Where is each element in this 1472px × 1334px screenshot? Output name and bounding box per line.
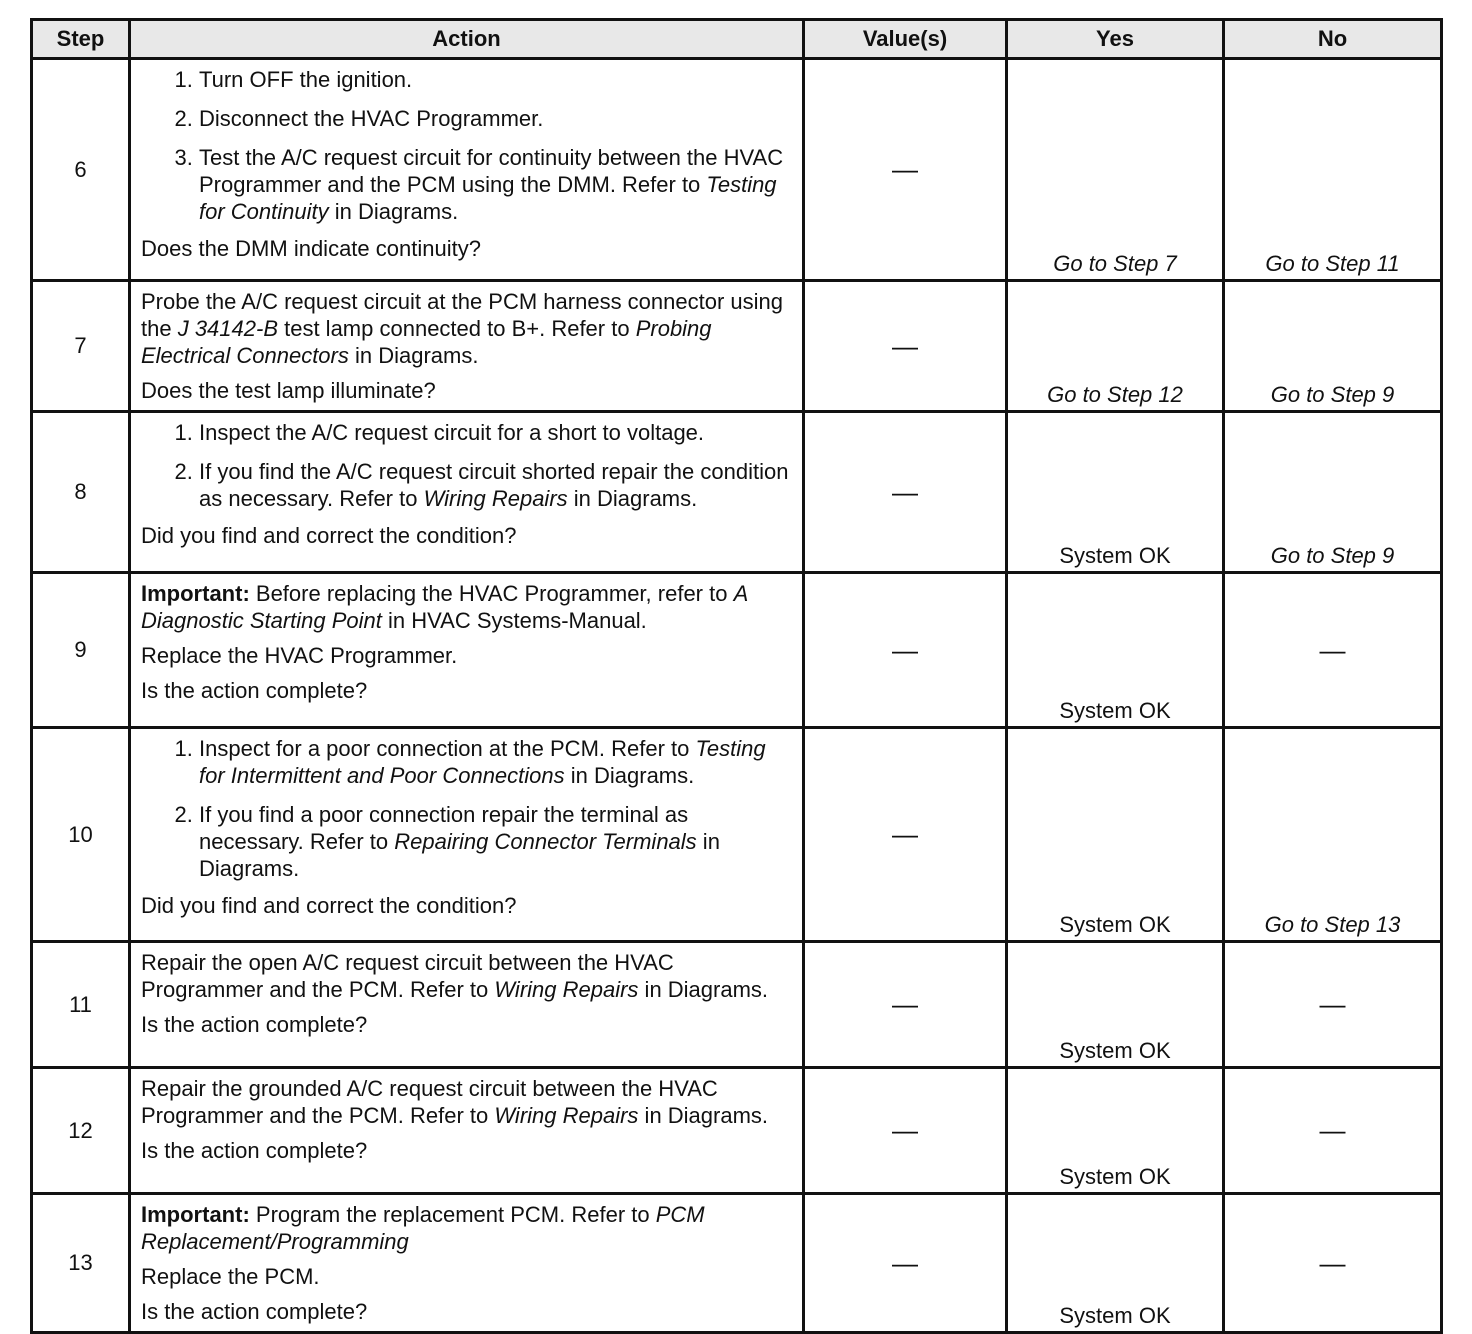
yes-result: System OK (1007, 942, 1224, 1068)
yes-result: System OK (1007, 1068, 1224, 1194)
header-row (32, 20, 1442, 59)
yes-result: System OK (1007, 728, 1224, 942)
important-note (141, 1201, 790, 1255)
no-result: — (1224, 942, 1442, 1068)
action-question: Does the DMM indicate continuity? (141, 236, 481, 261)
value-cell: — (804, 281, 1007, 412)
action-paragraph (141, 1075, 790, 1129)
action-question: Does the test lamp illuminate? (141, 378, 436, 403)
value-cell: — (804, 942, 1007, 1068)
text-segment: Inspect the A/C request circuit for a short to voltage. (199, 420, 705, 445)
step-number: 11 (32, 942, 130, 1068)
reference-link-text: PCM Replacement/Programming (141, 1202, 705, 1254)
text-segment: in Diagrams. (564, 763, 695, 788)
action-cell (130, 728, 804, 942)
action-cell (130, 942, 804, 1068)
reference-link-text: Testing for Intermittent and Poor Connections (199, 736, 766, 788)
action-step (199, 801, 790, 882)
action-question: Is the action complete? (141, 1299, 368, 1324)
no-result: Go to Step 11 (1224, 59, 1442, 281)
reference-link-text: Probing Electrical Connectors (141, 316, 712, 368)
text-segment: If you find a poor connection repair the terminal as necessary. Refer to (199, 802, 689, 854)
yes-result: Go to Step 12 (1007, 281, 1224, 412)
step-number: 6 (32, 59, 130, 281)
table-row (32, 573, 1442, 728)
action-step (199, 105, 790, 132)
reference-link-text: A Diagnostic Starting Point (141, 581, 748, 633)
yes-result: Go to Step 7 (1007, 59, 1224, 281)
no-result: — (1224, 573, 1442, 728)
value-cell: — (804, 412, 1007, 573)
action-step (199, 735, 790, 789)
action-question: Is the action complete? (141, 1012, 368, 1037)
table-row (32, 59, 1442, 281)
action-cell (130, 412, 804, 573)
action-paragraph (141, 288, 790, 369)
text-segment: Replace the HVAC Programmer. (141, 643, 458, 668)
text-segment: Program the replacement PCM. Refer to (255, 1202, 656, 1227)
text-segment: Inspect for a poor connection at the PCM. Refer to (199, 736, 696, 761)
no-result: — (1224, 1068, 1442, 1194)
text-segment: Probe the A/C request circuit at the PCM harness connector using the (141, 289, 783, 341)
yes-result: System OK (1007, 573, 1224, 728)
table-row (32, 728, 1442, 942)
diagnostic-table (30, 18, 1443, 1334)
text-segment: Replace the PCM. (141, 1264, 320, 1289)
action-step (199, 66, 790, 93)
text-segment: in HVAC Systems-Manual. (381, 608, 647, 633)
action-steps-list (141, 735, 790, 882)
action-steps-list (141, 419, 790, 512)
important-label: Important: (141, 581, 250, 606)
action-cell (130, 59, 804, 281)
text-segment: in Diagrams. (328, 199, 459, 224)
text-segment: Before replacing the HVAC Programmer, refer to (255, 581, 734, 606)
header-step: Step (32, 20, 130, 59)
header-values: Value(s) (804, 20, 1007, 59)
yes-result: System OK (1007, 412, 1224, 573)
text-segment: test lamp connected to B+. Refer to (278, 316, 636, 341)
text-segment: in Diagrams. (638, 977, 769, 1002)
action-cell (130, 1194, 804, 1333)
action-paragraph (141, 949, 790, 1003)
no-result: Go to Step 9 (1224, 412, 1442, 573)
step-number: 7 (32, 281, 130, 412)
no-result: Go to Step 9 (1224, 281, 1442, 412)
action-cell (130, 1068, 804, 1194)
value-cell: — (804, 59, 1007, 281)
action-question: Is the action complete? (141, 1138, 368, 1163)
no-result: — (1224, 1194, 1442, 1333)
action-paragraph (141, 1263, 790, 1290)
step-number: 10 (32, 728, 130, 942)
value-cell: — (804, 1194, 1007, 1333)
header-no: No (1224, 20, 1442, 59)
action-steps-list (141, 66, 790, 225)
action-question: Did you find and correct the condition? (141, 893, 517, 918)
reference-link-text: Wiring Repairs (494, 977, 639, 1002)
step-number: 13 (32, 1194, 130, 1333)
text-segment: in Diagrams. (567, 486, 698, 511)
reference-link-text: Wiring Repairs (423, 486, 568, 511)
text-segment: Disconnect the HVAC Programmer. (199, 106, 544, 131)
action-cell (130, 281, 804, 412)
reference-link-text: Repairing Connector Terminals (394, 829, 697, 854)
action-step (199, 458, 790, 512)
yes-result: System OK (1007, 1194, 1224, 1333)
reference-link-text: J 34142-B (177, 316, 278, 341)
value-cell: — (804, 728, 1007, 942)
table-row (32, 412, 1442, 573)
text-segment: If you find the A/C request circuit shorted repair the condition as necessary. Refer to (199, 459, 789, 511)
action-step (199, 144, 790, 225)
action-paragraph (141, 642, 790, 669)
value-cell: — (804, 573, 1007, 728)
action-question: Did you find and correct the condition? (141, 523, 517, 548)
step-number: 9 (32, 573, 130, 728)
action-question: Is the action complete? (141, 678, 368, 703)
text-segment: Repair the grounded A/C request circuit between the HVAC Programmer and the PCM. Refer to (141, 1076, 718, 1128)
action-cell (130, 573, 804, 728)
text-segment: in Diagrams. (199, 829, 720, 881)
table-row (32, 1194, 1442, 1333)
table-body (32, 59, 1442, 1333)
no-result: Go to Step 13 (1224, 728, 1442, 942)
header-yes: Yes (1007, 20, 1224, 59)
text-segment: in Diagrams. (638, 1103, 769, 1128)
text-segment: Test the A/C request circuit for continuity between the HVAC Programmer and the PCM using the DMM. Refer to (199, 145, 784, 197)
table-row (32, 281, 1442, 412)
step-number: 8 (32, 412, 130, 573)
text-segment: Turn OFF the ignition. (199, 67, 413, 92)
text-segment: in Diagrams. (348, 343, 479, 368)
header-action: Action (130, 20, 804, 59)
value-cell: — (804, 1068, 1007, 1194)
text-segment: Repair the open A/C request circuit between the HVAC Programmer and the PCM. Refer to (141, 950, 674, 1002)
step-number: 12 (32, 1068, 130, 1194)
table-row (32, 942, 1442, 1068)
action-step (199, 419, 790, 446)
reference-link-text: Testing for Continuity (199, 172, 777, 224)
reference-link-text: Wiring Repairs (494, 1103, 639, 1128)
important-note (141, 580, 790, 634)
table-row (32, 1068, 1442, 1194)
important-label: Important: (141, 1202, 250, 1227)
